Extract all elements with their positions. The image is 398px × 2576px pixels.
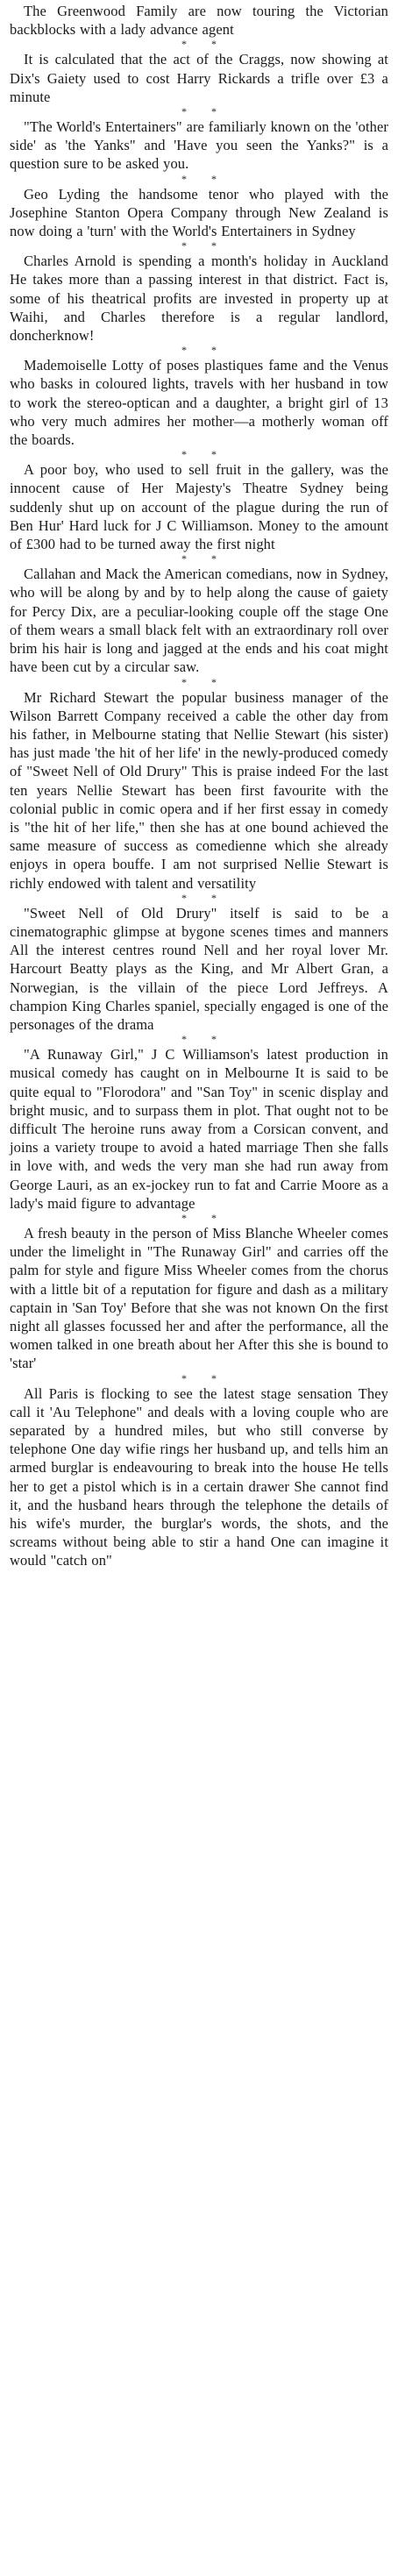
separator-star: * (181, 891, 187, 904)
separator (10, 449, 388, 460)
paragraph-runaway-girl: "A Runaway Girl," J C Williamson's latest production in musical comedy has caught on in Melbourne It is said to be quite equal to "Florodora" and "San Toy" in scenic display and bright music, and to surpass them in plot. That ought not to be difficult The heroine runs away from a Corsican convent, and joins a variety troupe to avoid a hated marriage Then she falls in love with, and weds the very man she had run away from George Lauri, as an ex-jockey run to fat and Carrie Moore as a lady's maid figure to advantage (10, 1046, 388, 1212)
paragraph-craggs-act: It is calculated that the act of the Craggs, now showing at Dix's Gaiety used to cost Harry Rickards a trifle over £3 a minute (10, 51, 388, 105)
separator-star: * (181, 1371, 187, 1384)
paragraph-richard-stewart: Mr Richard Stewart the popular business manager of the Wilson Barrett Company received a cable the other day from his father, in Melbourne stating that Nellie Stewart (his sister) has just made 'the hit of her life' in the newly-produced comedy of "Sweet Nell of Old Drury" This is praise indeed For the last ten years Nellie Stewart has been first favourite with the colonial public in comic opera and if her first essay in comedy is "the hit of her life," then she has at one bound achieved the same measure of success as comedienne which she already enjoys in opera bouffe. I am not surprised Nellie Stewart is richly endowed with talent and versatility (10, 688, 388, 892)
separator (10, 240, 388, 252)
paragraph-greenwood-family: The Greenwood Family are now touring the Victorian backblocks with a lady advance agent (10, 3, 388, 39)
separator-star: * (211, 172, 217, 185)
separator-star: * (181, 105, 187, 118)
separator (10, 677, 388, 688)
separator-star: * (181, 344, 187, 357)
paragraph-poor-boy: A poor boy, who used to sell fruit in the gallery, was the innocent cause of Her Majesty's Theatre Sydney being suddenly shut up on account of the plague during the run of Ben Hur' Hard luck for J C Williamson. Money to the amount of £300 had to be turned away the first night (10, 461, 388, 553)
separator (10, 1213, 388, 1224)
separator-star: * (211, 239, 217, 253)
separator-star: * (181, 38, 187, 51)
paragraph-charles-arnold: Charles Arnold is spending a month's holiday in Auckland He takes more than a passing interest in that district. Fact is, some of his theatrical profits are invested in property up at Waihi, and Charles therefore is a regular landlord, doncherknow! (10, 253, 388, 345)
separator-star: * (211, 38, 217, 51)
separator-star: * (211, 552, 217, 566)
separator-star: * (181, 1033, 187, 1046)
separator (10, 1034, 388, 1045)
separator-star: * (211, 105, 217, 118)
separator-star: * (181, 552, 187, 566)
separator (10, 1373, 388, 1384)
separator-star: * (211, 448, 217, 461)
separator-star: * (181, 172, 187, 185)
separator-star: * (181, 1211, 187, 1224)
separator (10, 553, 388, 565)
separator-star: * (211, 1211, 217, 1224)
separator-star: * (181, 448, 187, 461)
paragraph-blanche-wheeler: A fresh beauty in the person of Miss Blanche Wheeler comes under the limelight in "The Runaway Girl" and carries off the palm for style and figure Miss Wheeler comes from the chorus with a little bit of a reputation for figure and dash as a military captain in 'San Toy' Before that she was not known On the first night all glasses focussed her and after the performance, all the women talked in one breath about her After this she is bound to 'star' (10, 1224, 388, 1372)
separator-star: * (211, 675, 217, 688)
separator-star: * (211, 1371, 217, 1384)
paragraph-au-telephone: All Paris is flocking to see the latest stage sensation They call it 'Au Telephone" and deals with a loving couple who are separated by a hundred miles, but who still converse by telephone One day wifie rings her husband up, and tells him an armed burglar is endeavouring to break into the house He tells her to get a pistol which is in a certain drawer She cannot find it, and the husband hears through the telephone the details of his wife's murder, the burglar's words, the shots, and the screams without being able to stir a hand One can imagine it would "catch on" (10, 1384, 388, 1569)
separator-star: * (181, 239, 187, 253)
separator-star: * (211, 344, 217, 357)
separator (10, 39, 388, 50)
separator-star: * (211, 891, 217, 904)
paragraph-mademoiselle-lotty: Mademoiselle Lotty of poses plastiques fame and the Venus who basks in coloured lights, travels with her husband in tow to work the stereo-optican and a daughter, a bright girl of 13 who very much admires her mother—a motherly woman off the boards. (10, 357, 388, 449)
separator-star: * (211, 1033, 217, 1046)
paragraph-sweet-nell: "Sweet Nell of Old Drury" itself is said to be a cinematographic glimpse at bygone scenes times and manners All the interest centres round Nell and her royal lover Mr. Harcourt Beatty plays as the King, and Mr Albert Gran, a Norwegian, is the villain of the piece Lord Jeffreys. A champion King Charles spaniel, specially engaged is one of the personages of the drama (10, 904, 388, 1033)
paragraph-worlds-entertainers: "The World's Entertainers" are familiarly known on the 'other side' as 'the Yanks" and 'Have you seen the Yanks?" is a question sure to be asked you. (10, 118, 388, 173)
separator (10, 106, 388, 117)
paragraph-callahan-and-mack: Callahan and Mack the American comedians, now in Sydney, who will be along by and by to help along the cause of gaiety for Percy Dix, are a peculiar-looking couple off the stage One of them wears a small black felt with an extraordinary roll over brim his hair is long and jagged at the ends and his coat might have been cut by a circular saw. (10, 566, 388, 676)
separator (10, 174, 388, 185)
paragraph-geo-lyding: Geo Lyding the handsome tenor who played with the Josephine Stanton Opera Company through New Zealand is now doing a 'turn' with the World's Entertainers in Sydney (10, 185, 388, 240)
separator-star: * (181, 675, 187, 688)
separator (10, 893, 388, 904)
separator (10, 345, 388, 356)
